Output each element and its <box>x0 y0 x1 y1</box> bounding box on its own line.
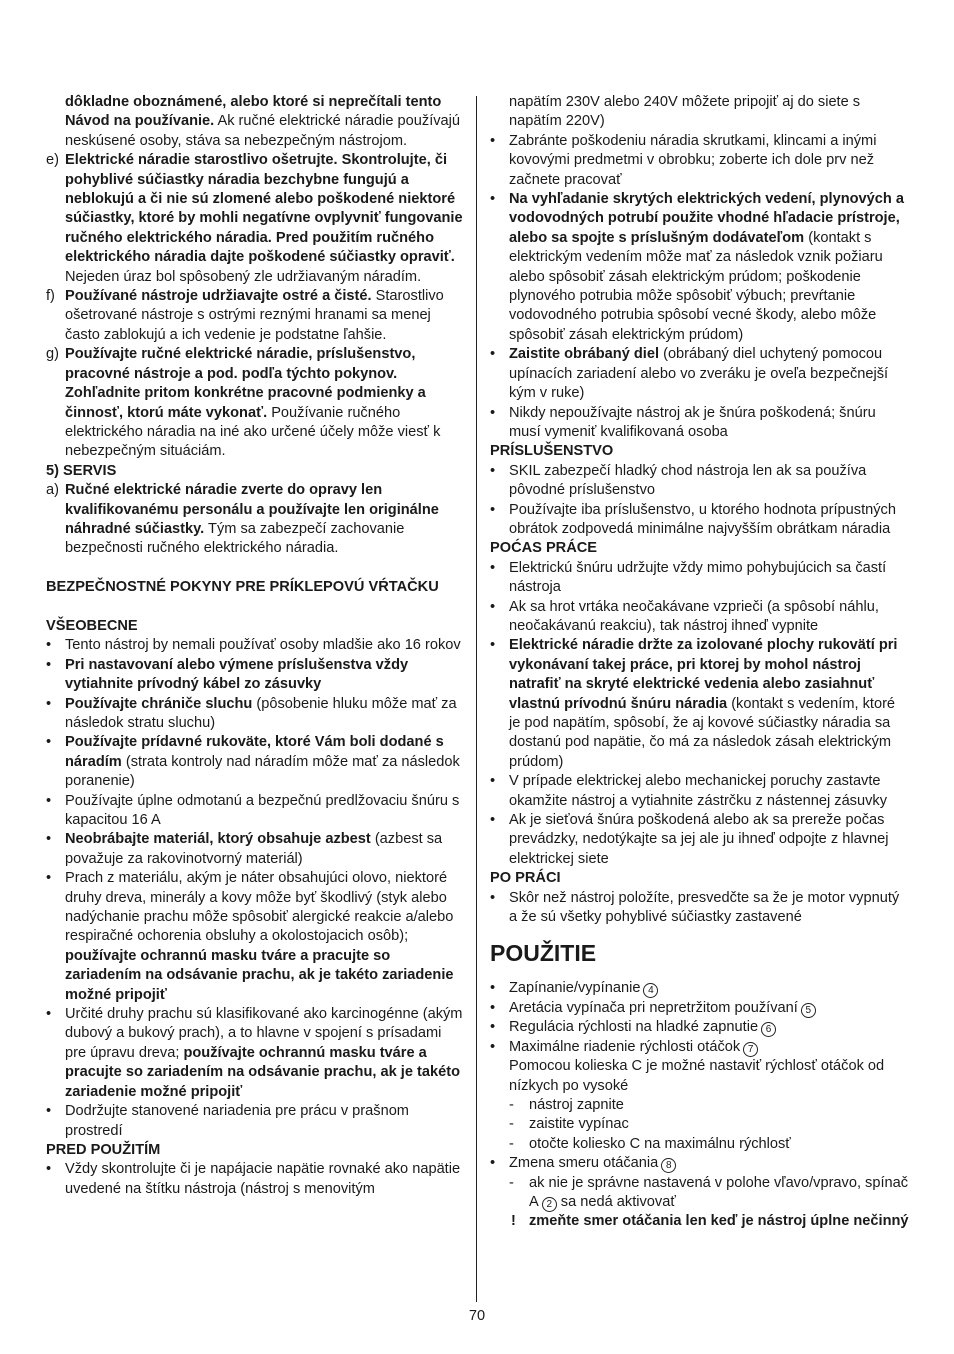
bullet-item <box>490 598 910 637</box>
body-text: Zapínanie/vypínanie <box>509 980 641 997</box>
body-text: nástroj zapnite <box>529 1096 624 1113</box>
list-marker: • <box>46 734 52 751</box>
paragraph <box>490 1057 910 1096</box>
list-marker: • <box>490 1038 496 1055</box>
bullet-item <box>490 462 910 501</box>
body-text: Skôr než nástroj položíte, presvedčte sa že je motor vypnutý a že sú všetky pohyblivé súčiastky zastavené <box>509 889 900 926</box>
body-text: ak nie je správne nastavená v polohe vľavo/vpravo, spínač A <box>529 1174 909 1210</box>
body-text: Regulácia rýchlosti na hladké zapnutie <box>509 1019 759 1036</box>
section-heading <box>46 462 466 481</box>
list-marker: • <box>46 792 52 809</box>
list-marker: a) <box>46 482 59 499</box>
body-text: Zabránte poškodeniu náradia skrutkami, klincami a inými kovovými predmetmi v obrobku; zoberte ich dole prv než začnete pracovať <box>509 132 877 188</box>
body-text: Nikdy nepoužívajte nástroj ak je šnúra poškodená; šnúru musí vymeniť kvalifikovaná osoba <box>509 404 876 440</box>
section-heading <box>46 617 466 636</box>
bold-text: 5) SERVIS <box>46 462 117 479</box>
lettered-item <box>46 287 466 345</box>
list-marker: • <box>46 637 52 654</box>
list-marker: • <box>490 637 496 654</box>
bullet-item <box>46 792 466 831</box>
bold-text: PRÍSLUŠENSTVO <box>490 443 614 460</box>
figure-reference-number: 7 <box>743 1042 758 1057</box>
bold-text: Ručné elektrické náradie zverte do opravy len kvalifikovanému personálu a používajte len originálne náhradné súčiastky. <box>65 482 439 537</box>
lettered-item <box>46 345 466 461</box>
body-text: Aretácia vypínača pri nepretržitom používaní <box>509 999 798 1016</box>
body-text: (obrábaný diel uchytený pomocou upínacích zariadení alebo vo zveráku je oveľa bezpečnejší kým v ruke) <box>509 346 889 402</box>
body-text: Maximálne riadenie rýchlosti otáčok <box>509 1038 741 1055</box>
list-marker: • <box>490 980 496 997</box>
list-marker: • <box>46 1161 52 1178</box>
body-text: (pôsobenie hluku môže mať za následok stratu sluchu) <box>65 695 457 731</box>
body-text: zaistite vypínac <box>529 1116 629 1133</box>
bold-text: VŠEOBECNE <box>46 617 138 634</box>
dash-item <box>490 1174 910 1213</box>
list-marker: - <box>509 1135 514 1152</box>
bold-text: POĆAS PRÁCE <box>490 540 598 557</box>
list-marker: • <box>490 501 496 518</box>
list-marker: • <box>490 999 496 1016</box>
bullet-item <box>490 559 910 598</box>
body-text: Dodržujte stanovené nariadenia pre prácu v prašnom prostredí <box>65 1103 409 1139</box>
body-text: Určité druhy prachu sú klasifikované ako karcinogénne (akým dubový a bukový prach), a to hlavne v spojení s prísadami pre úpravu dreva; <box>65 1006 463 1061</box>
body-text: sa nedá aktivovať <box>556 1193 676 1210</box>
dash-item <box>490 1115 910 1134</box>
list-marker: - <box>509 1116 514 1133</box>
section-heading <box>490 442 910 461</box>
paragraph <box>490 93 910 132</box>
section-heading <box>46 1141 466 1160</box>
bullet-item <box>490 772 910 811</box>
page-number: 70 <box>468 1308 486 1324</box>
body-text: Prach z materiálu, akým je náter obsahujúci olovo, niektoré druhy dreva, minerály a kovy môže byť škodlivý (styk alebo nadýchanie prachu môže spôsobiť alergické reakcie a/alebo respiračné ochorenia obsluhy a okolostojacich osôb); <box>65 870 454 945</box>
bold-text: PRED POUŽITÍM <box>46 1141 161 1158</box>
figure-reference-number: 6 <box>761 1022 776 1037</box>
bold-text: PO PRÁCI <box>490 870 561 887</box>
section-heading <box>490 539 910 558</box>
list-marker: - <box>509 1174 514 1191</box>
list-marker: g) <box>46 346 59 363</box>
bold-text: BEZPEČNOSTNÉ POKYNY PRE PRÍKLEPOVÚ VŔTAČKU <box>46 579 439 596</box>
spacer <box>46 598 466 617</box>
bold-text: zmeňte smer otáčania len keď je nástroj úplne nečinný <box>529 1213 909 1230</box>
section-title <box>490 939 910 967</box>
bullet-item <box>490 1154 910 1173</box>
section-heading <box>46 578 466 597</box>
list-marker: • <box>46 656 52 673</box>
list-marker: • <box>490 346 496 363</box>
list-marker: • <box>490 462 496 479</box>
lettered-item <box>46 481 466 559</box>
bold-text: Elektrické náradie držte za izolované plochy rukovätí pri vykonávaní takej práce, pri ktorej by mohol nástroj natrafiť na skryté elektrické vedenia alebo zasiahnuť vlastnú prívodnú šnúru náradia <box>509 637 898 712</box>
body-text: napätím 230V alebo 240V môžete pripojiť aj do siete s napätím 220V) <box>509 94 861 130</box>
bullet-item <box>490 345 910 403</box>
figure-reference-number: 4 <box>643 983 658 998</box>
figure-reference-number: 2 <box>542 1197 557 1212</box>
spacer <box>46 559 466 578</box>
list-marker: • <box>490 559 496 576</box>
bold-text: dôkladne oboznámené, alebo ktoré si neprečítali tento Návod na používanie. <box>65 94 442 130</box>
bullet-item <box>46 869 466 1005</box>
right-column <box>490 93 910 1232</box>
bullet-item <box>46 656 466 695</box>
bold-text: POUŽITIE <box>490 940 597 967</box>
bullet-item <box>46 636 466 655</box>
column-divider <box>476 96 477 1302</box>
body-text: Používajte úplne odmotanú a bezpečnú predlžovaciu šnúru s kapacitou 16 A <box>65 792 460 828</box>
bullet-item <box>46 733 466 791</box>
list-marker: ! <box>511 1213 516 1230</box>
body-text: Ak ručné elektrické náradie používajú neskúsené osoby, stáva sa nebezpečným nástrojom. <box>65 113 461 149</box>
list-marker: • <box>490 1155 496 1172</box>
bullet-item <box>490 501 910 540</box>
body-text: Starostlivo ošetrované nástroje s ostrými reznými hranami sa menej často zablokujú a ich vedenie je podstatne ľahšie. <box>65 288 444 343</box>
bullet-item <box>490 999 910 1018</box>
figure-reference-number: 5 <box>801 1003 816 1018</box>
list-marker: • <box>46 1006 52 1023</box>
dash-item <box>490 1096 910 1115</box>
body-text: Vždy skontrolujte či je napájacie napätie rovnaké ako napätie uvedené na štítku nástroja (nástroj s menovitým <box>65 1161 461 1197</box>
body-text: (kontakt s vedením, ktoré je pod napätím, spôsobí, že aj kovové súčiastky náradia sa dostanú pod napätie, čo má za následok zásah elektrickým prúdom) <box>509 695 896 770</box>
list-marker: • <box>46 695 52 712</box>
bold-text: Elektrické náradie starostlivo ošetrujte. Skontrolujte, či pohyblivé súčiastky náradia bezchybne fungujú a neblokujú a či nie sú zlomené alebo poškodené niektoré súčiastky, ktoré by mohli negatívne ovplyvniť fungovanie ručného elektrického náradia. Pred použitím ručného elektrického náradia dajte poškodené súčiastky opraviť. <box>65 152 463 266</box>
body-text: Používanie ručného elektrického náradia na iné ako určené účely môže viesť k nebezpečným situáciám. <box>65 404 441 460</box>
body-text: Elektrickú šnúru udržujte vždy mimo pohybujúcich sa častí nástroja <box>509 559 887 596</box>
bullet-item <box>490 1038 910 1057</box>
bold-text: Pri nastavovaní alebo výmene príslušenstva vždy vytiahnite prívodný kábel zo zásuvky <box>65 656 409 693</box>
bullet-item <box>490 811 910 869</box>
bold-text: Používajte ručné elektrické náradie, príslušenstvo, pracovné nástroje a pod. podľa týchto pokynov. Zohľadnite pritom konkrétne pracovné podmienky a činnosť, ktorú máte vykonať. <box>65 346 426 421</box>
body-text: Nejeden úraz bol spôsobený zle udržiavaným náradím. <box>65 268 422 285</box>
list-marker: • <box>490 191 496 208</box>
bullet-item <box>46 1102 466 1141</box>
bold-text: Používajte chrániče sluchu <box>65 695 253 712</box>
bullet-item <box>490 190 910 345</box>
body-text: Pomocou kolieska C je možné nastaviť rýchlosť otáčok od nízkych po vysoké <box>509 1058 885 1094</box>
dash-item <box>490 1135 910 1154</box>
bullet-item <box>46 1005 466 1102</box>
left-column <box>46 93 466 1199</box>
body-text: (azbest sa považuje za rakovinotvorný materiál) <box>65 831 443 867</box>
body-text: otočte koliesko C na maximálnu rýchlosť <box>529 1135 791 1152</box>
bold-text: Na vyhľadanie skrytých elektrických vedení, plynových a vodovodných potrubí použite vhodné hľadacie prístroje, alebo sa spojte s príslušným dodávateľom <box>509 191 904 246</box>
list-marker: • <box>46 1103 52 1120</box>
body-text: V prípade elektrickej alebo mechanickej poruchy zastavte okamžite nástroj a vytiahnite zástrčku z nástennej zásuvky <box>509 773 887 809</box>
list-marker: • <box>46 831 52 848</box>
section-heading <box>490 869 910 888</box>
list-marker: • <box>490 598 496 615</box>
list-marker: - <box>509 1096 514 1113</box>
bold-text: Zaistite obrábaný diel <box>509 346 660 363</box>
bold-text: používajte ochrannú masku tváre a pracujte so zariadením na odsávanie prachu, ak je takéto zariadenie možné pripojiť <box>65 1044 460 1100</box>
body-text: Ak sa hrot vrtáka neočakávane vzprieči (a spôsobí náhlu, neočakávanú reakciu), tak nástroj ihneď vypnite <box>509 598 879 634</box>
bullet-item <box>490 132 910 190</box>
body-text: (strata kontroly nad náradím môže mať za následok poranenie) <box>65 753 460 790</box>
body-text: Ak je sieťová šnúra poškodená alebo ak sa prereže počas prevádzky, nedotýkajte sa jej ale ju ihneď odpojte z hlavnej elektrickej siete <box>509 812 889 867</box>
lettered-item <box>46 151 466 287</box>
list-marker: • <box>490 132 496 149</box>
bullet-item <box>490 889 910 928</box>
list-marker: • <box>490 773 496 790</box>
bullet-item <box>46 830 466 869</box>
bold-text: Používajte prídavné rukoväte, ktoré Vám boli dodané s náradím <box>65 734 444 770</box>
bold-text: Neobrábajte materiál, ktorý obsahuje azbest <box>65 831 371 848</box>
figure-reference-number: 8 <box>661 1158 676 1173</box>
bold-text: používajte ochrannú masku tváre a pracujte so zariadením na odsávanie prachu, ak je takéto zariadenie možné pripojiť <box>65 947 454 1003</box>
bullet-item <box>490 636 910 772</box>
warning-item <box>490 1212 910 1231</box>
body-text: SKIL zabezpečí hladký chod nástroja len ak sa používa pôvodné príslušenstvo <box>509 462 867 499</box>
list-marker: • <box>490 404 496 421</box>
body-text: Zmena smeru otáčania <box>509 1155 659 1172</box>
list-marker: • <box>46 870 52 887</box>
bullet-item <box>46 695 466 734</box>
bullet-item <box>490 1018 910 1037</box>
body-text: Používajte iba príslušenstvo, u ktorého hodnota prípustných obrátok zodpovedá minimálne najvyšším obrátkam náradia <box>509 501 896 537</box>
bullet-item <box>490 979 910 998</box>
list-marker: • <box>490 812 496 829</box>
list-marker: • <box>490 889 496 906</box>
body-text: (kontakt s elektrickým vedením môže mať za následok vznik požiaru alebo spôsobiť zásah elektrickým prúdom; poškodenie plynového potrubia môže spôsobiť výbuch; prevŕtanie vodovodného potrubia spôsobí vecné škody, alebo môže spôsobiť zásah elektrickým prúdom) <box>509 229 883 343</box>
list-marker: f) <box>46 288 55 305</box>
paragraph <box>46 93 466 151</box>
bullet-item <box>46 1160 466 1199</box>
body-text: Tento nástroj by nemali používať osoby mladšie ako 16 rokov <box>65 637 461 654</box>
list-marker: e) <box>46 152 59 169</box>
list-marker: • <box>490 1019 496 1036</box>
bullet-item <box>490 404 910 443</box>
body-text: Tým sa zabezpečí zachovanie bezpečnosti ručného elektrického náradia. <box>65 520 405 557</box>
bold-text: Používané nástroje udržiavajte ostré a čisté. <box>65 288 372 305</box>
